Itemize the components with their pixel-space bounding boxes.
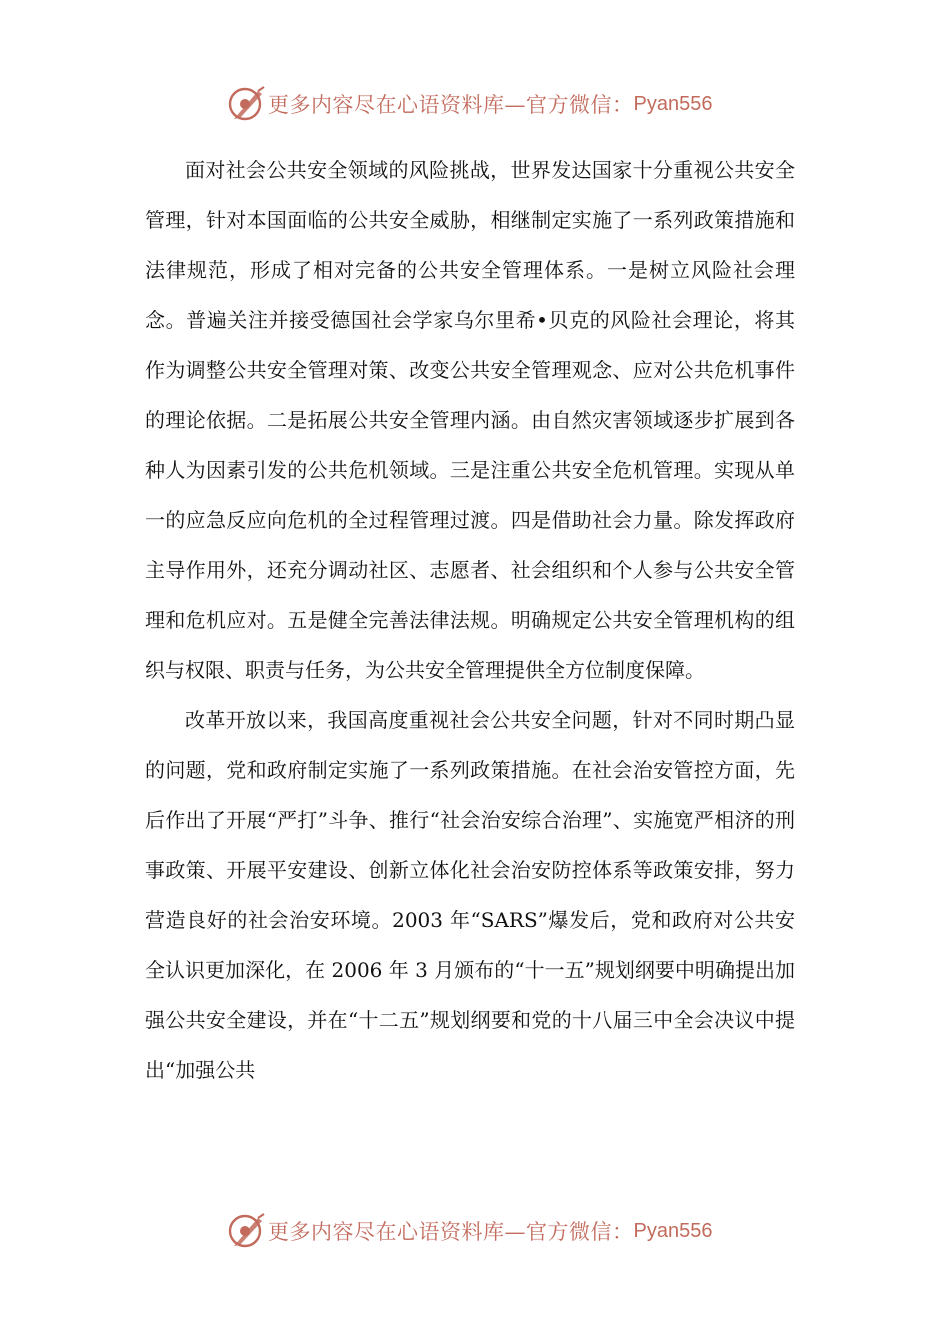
watermark-wechat-id: Pyan556 [633,1219,713,1242]
watermark-wechat-id: Pyan556 [633,92,713,115]
document-body [145,145,795,1095]
emphasized-heading: 三是注重公共安全危机管理 [449,458,694,482]
page-header-watermark [228,84,788,124]
watermark-text: 更多内容尽在心语资料库—官方微信： [268,1220,634,1244]
paragraph-2 [145,695,795,1095]
quill-logo-icon [228,85,266,123]
text-segment: 。普遍关注并接受德国社会学家乌尔里希•贝克的风险社会理论，将其作为调整公共安全管理对策、改变公共安全管理观念、应对公共危机事件的理论依据。 [145,308,796,432]
text-segment: 面对社会公共安全领域的风险挑战，世界发达国家十分重视公共安全管理，针对本国面临的公共安全威胁，相继制定实施了一系列政策措施和法律规范，形成了相对完备的公共安全管理体系。 [145,158,795,282]
text-segment: 。实现从单一的应急反应向危机的全过程管理过渡。 [145,458,796,532]
emphasized-heading: 一是树立风险社会理念 [145,258,795,332]
page-footer-watermark [228,1211,788,1251]
quill-logo-icon [228,1212,266,1250]
paragraph-1 [145,145,795,695]
text-segment: 改革开放以来，我国高度重视社会公共安全问题，针对不同时期凸显的问题，党和政府制定实施了一系列政策措施。在社会治安管控方面，先后作出了开展“严打”斗争、推行“社会治安综合治理”、实施宽严相济的刑事政策、开展平安建设、创新立体化社会治安防控体系等政策安排，努力营造良好的社会治安环境。2003 年“SARS”爆发后，党和政府对公共安全认识更加深化，在 2006 年 3 月颁布的“十一五”规划纲要中明确提出加强公共安全建设，并在“十二五”规划纲要和党的十八届三中全会决议中提出“加强公共 [145,708,795,1082]
text-segment: 。除发挥政府主导作用外，还充分调动社区、志愿者、社会组织和个人参与公共安全管理和危机应对。 [145,508,796,632]
text-segment: 。由自然灾害领域逐步扩展到各种人为因素引发的公共危机领域。 [145,408,796,482]
emphasized-heading: 五是健全完善法律法规 [287,608,491,632]
text-segment: 。明确规定公共安全管理机构的组织与权限、职责与任务，为公共安全管理提供全方位制度保障。 [145,608,796,682]
watermark-text: 更多内容尽在心语资料库—官方微信： [268,93,634,117]
emphasized-heading: 四是借助社会力量 [510,508,674,532]
emphasized-heading: 二是拓展公共安全管理内涵 [266,408,511,432]
